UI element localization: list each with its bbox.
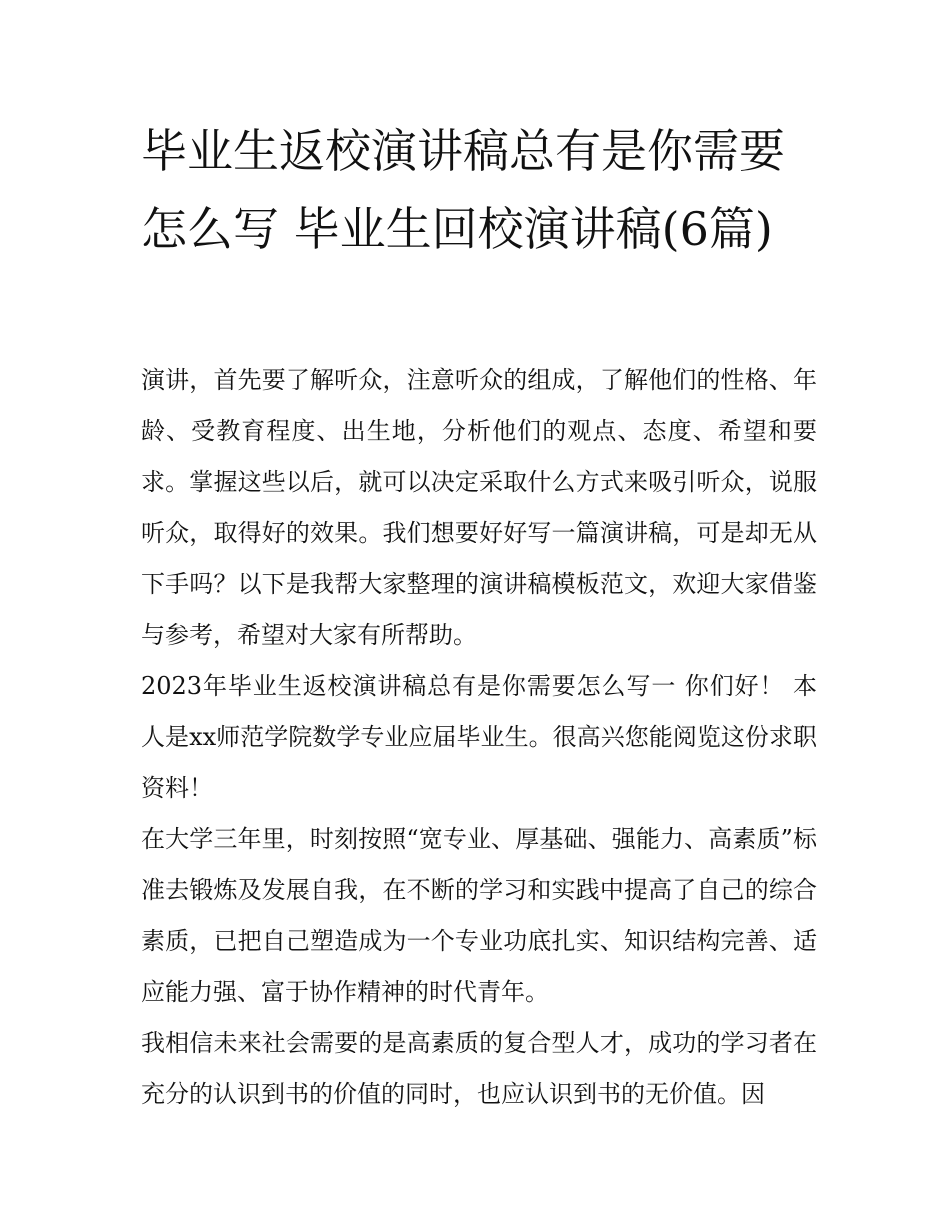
document-body	[141, 355, 817, 1120]
belief-paragraph: 我相信未来社会需要的是高素质的复合型人才，成功的学习者在充分的认识到书的价值的同时，也应认识到书的无价值。因	[141, 1029, 817, 1108]
greeting-paragraph: 2023年毕业生返校演讲稿总有是你需要怎么写一 你们好！ 本人是xx师范学院数学专业应届毕业生。很高兴您能阅览这份求职资料！	[141, 672, 817, 802]
document-title: 毕业生返校演讲稿总有是你需要怎么写 毕业生回校演讲稿(6篇)	[141, 124, 785, 256]
university-paragraph: 在大学三年里，时刻按照“宽专业、厚基础、强能力、高素质”标准去锻炼及发展自我，在不断的学习和实践中提高了自己的综合素质，已把自己塑造成为一个专业功底扎实、知识结构完善、适应能力强、富于协作精神的时代青年。	[141, 825, 817, 1006]
intro-paragraph: 演讲，首先要了解听众，注意听众的组成，了解他们的性格、年龄、受教育程度、出生地，分析他们的观点、态度、希望和要求。掌握这些以后，就可以决定采取什么方式来吸引听众，说服听众，取得好的效果。我们想要好好写一篇演讲稿，可是却无从下手吗？以下是我帮大家整理的演讲稿模板范文，欢迎大家借鉴与参考，希望对大家有所帮助。	[141, 366, 817, 649]
